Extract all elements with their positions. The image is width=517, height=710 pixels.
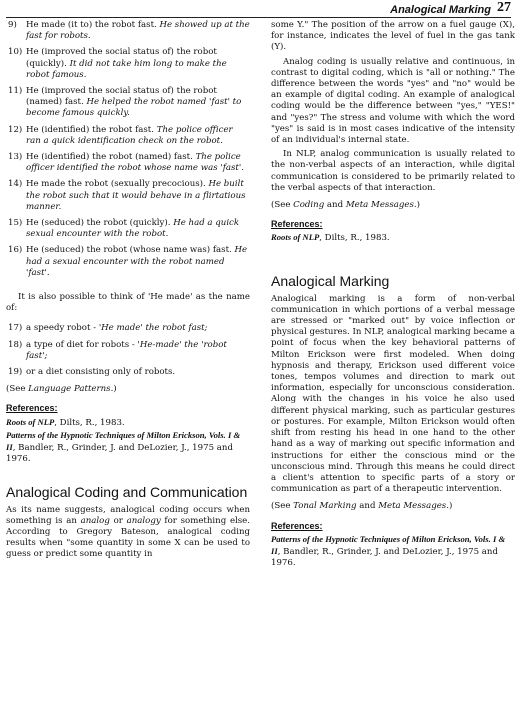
list-item [8, 218, 250, 240]
list-item [8, 47, 250, 81]
list-item-text: He made (it to) the robot fast. He showed up at the fast for robots. [26, 20, 250, 42]
list-item [8, 125, 250, 147]
list-item-number: 18) [8, 339, 23, 350]
list-item-text: a speedy robot - 'He made' the robot fast; [26, 323, 208, 334]
reference-item: Roots of NLP, Dilts, R., 1983. [6, 416, 125, 428]
list-item [8, 20, 250, 42]
list-item-text: He (seduced) the robot (whose name was) fast. He had a sexual encounter with the robot named 'fast'. [26, 245, 248, 278]
list-item-gloss: 'He made' the robot fast; [98, 323, 208, 334]
see-link-tonal-marking[interactable]: Tonal Marking [293, 501, 357, 512]
references-heading: References: [271, 520, 323, 531]
list-item-gloss: He helped the robot named 'fast' to become famous quickly. [26, 97, 242, 119]
list-item-text: He (identified) the robot (named) fast. The police officer identified the robot whose name was 'fast'. [26, 152, 244, 174]
see-link-meta-messages[interactable]: Meta Messages [345, 200, 414, 211]
list-item-gloss: He had a sexual encounter with the robot named 'fast'. [26, 245, 248, 278]
list-item-number: 17) [8, 323, 23, 334]
see-link-coding[interactable]: Coding [293, 200, 325, 211]
list-item-number: 14) [8, 179, 23, 190]
list-item-text: He (improved the social status of) the robot (quickly). It did not take him long to make the robot famous. [26, 47, 227, 80]
running-title: Analogical Marking [390, 4, 491, 16]
list-item-number: 10) [8, 47, 23, 58]
list-item-text: or a diet consisting only of robots. [26, 367, 176, 378]
list-item [8, 179, 250, 213]
body-paragraph: As its name suggests, analogical coding occurs when something is an analog or analogy for something else. According to Gregory Bateson, analogical coding results when "some quantity in some X can be used to guess or predict some quantity in [6, 504, 251, 560]
list-item-text: He (identified) the robot fast. The police officer ran a quick identification check on the robot. [26, 124, 233, 146]
body-paragraph: Analogical marking is a form of non-verbal communication in which portions of a verbal message are stressed or "marked out" by voice inflection or physical gestures. In NLP, analogical marking became a point of focus when the key behavioral patterns of Milton Erickson were first modeled. When doing hypnosis and therapy, Erickson used different voice tones, tempos volumes and direction to mark out information, especially for unconscious consideration. Along with the changes in his voice he also used different physical marking, such as particular gestures or postures. For example, Milton Erickson would often shift from resting his head in one hand to the other hand as a way of marking out specific information and instructions for either the conscious mind or the unconscious mind. Through this means he could direct a client's attention to specific parts of a story or communication as part of a therapeutic intervention. [271, 293, 515, 495]
reference-item: Patterns of the Hypnotic Techniques of Milton Erickson, Vols. I & II, Bandler, R., Grinder, J. and DeLozier, J., 1975 and 1976. [271, 533, 506, 569]
list-item-number: 11) [8, 86, 23, 97]
see-also: (See Coding and Meta Messages.) [271, 200, 420, 211]
see-also: (See Language Patterns.) [6, 384, 117, 395]
list-item-number: 13) [8, 152, 23, 163]
list-item [8, 86, 250, 120]
list-item-text: He (improved the social status of) the robot (named) fast. He helped the robot named 'fast' to become famous quickly. [26, 86, 242, 119]
page-number: 27 [497, 0, 511, 15]
body-paragraph: In NLP, analog communication is usually related to the non-verbal aspects of an interaction, while digital communication is considered to be primarily related to the verbal aspects of that interaction. [271, 149, 515, 193]
list-item-gloss: He built the robot such that it would behave in a flirtatious manner. [26, 179, 246, 212]
list-item-number: 12) [8, 124, 23, 135]
body-paragraph: some Y." The position of the arrow on a fuel gauge (X), for instance, indicates the level of fuel in the gas tank (Y). [271, 20, 515, 53]
example-list-2 [6, 323, 250, 378]
example-list [6, 20, 250, 279]
see-link-language-patterns[interactable]: Language Patterns [28, 384, 111, 395]
list-item-gloss: He showed up at the fast for robots. [26, 20, 250, 42]
list-item [8, 323, 250, 334]
list-item-gloss: He had a quick sexual encounter with the robot. [26, 218, 240, 240]
list-item-number: 15) [8, 218, 23, 229]
list-item [8, 245, 250, 279]
intro-paragraph: It is also possible to think of 'He made' as the name of: [6, 292, 250, 314]
right-column [271, 20, 515, 570]
reference-item: Roots of NLP, Dilts, R., 1983. [271, 232, 390, 244]
body-paragraph: Analog coding is usually relative and continuous, in contrast to digital coding, which is "all or nothing." The difference between the words "yes" and "no" would be an example of digital coding. An example of analogical coding would be the difference between "yes," "YES!" and "yes?" The stress and volume with which the word "yes" is said is in most cases indicative of the intensity of an individual's internal state. [271, 56, 515, 146]
list-item-gloss: 'He-made' the 'robot fast'; [26, 339, 227, 361]
left-column [6, 20, 250, 564]
reference-item: Patterns of the Hypnotic Techniques of Milton Erickson, Vols. I & II, Bandler, R., Grinder, J. and DeLozier, J., 1975 and 1976. [6, 429, 241, 465]
header-rule [6, 17, 511, 18]
list-item-text: a type of diet for robots - 'He-made' the 'robot fast'; [26, 339, 227, 361]
list-item-text: He (seduced) the robot (quickly). He had a quick sexual encounter with the robot. [26, 218, 240, 240]
references-heading: References: [6, 403, 58, 414]
list-item-number: 16) [8, 245, 23, 256]
list-item-gloss: It did not take him long to make the robot famous. [26, 58, 227, 80]
list-item-text: He made the robot (sexually precocious). He built the robot such that it would behave in a flirtatious manner. [26, 179, 246, 212]
list-item-number: 19) [8, 367, 23, 378]
list-item-gloss: The police officer identified the robot whose name was 'fast'. [26, 152, 244, 174]
list-item [8, 367, 250, 378]
list-item-number: 9) [8, 20, 17, 30]
references-heading: References: [271, 219, 323, 230]
list-item-gloss: The police officer ran a quick identification check on the robot. [26, 124, 233, 146]
see-also: (See Tonal Marking and Meta Messages.) [271, 501, 453, 512]
list-item [8, 340, 250, 362]
list-item [8, 152, 250, 174]
see-link-meta-messages[interactable]: Meta Messages [378, 501, 447, 512]
section-title-analogical-coding: Analogical Coding and Communication [6, 483, 248, 500]
section-title-analogical-marking: Analogical Marking [271, 272, 390, 289]
page-header [390, 0, 511, 16]
